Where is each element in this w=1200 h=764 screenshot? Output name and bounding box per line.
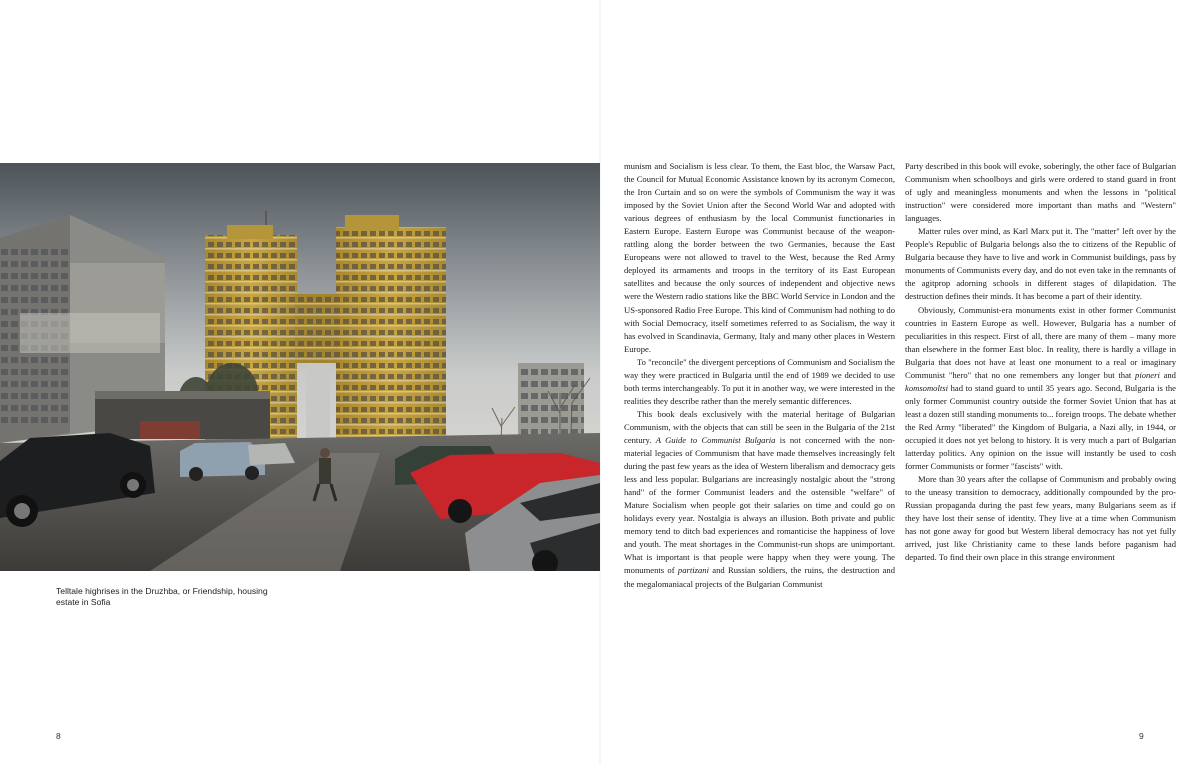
italic-run: A Guide to Communist Bulgaria — [655, 434, 776, 445]
text-column-right — [905, 160, 1176, 700]
text-run: Matter rules over mind, as Karl Marx put it. The "matter" left over by the People's Republic of Bulgaria belongs also the to citizens of the Republic of Bulgaria because they have to live and work in Communist buildings, pass by monuments of Communists every day, and do not even take in the remnants of the agitprop adorning schools in different stages of dilapidation. The destruction defines their minds. It has become a part of their identity. — [905, 226, 1176, 302]
page-number-left: 8 — [56, 731, 61, 741]
paragraph — [905, 225, 1176, 303]
paragraph — [905, 160, 1176, 225]
paragraph — [905, 304, 1176, 474]
paragraph — [624, 408, 895, 591]
paragraph — [624, 160, 895, 356]
photo-illustration — [0, 163, 600, 571]
paragraph — [905, 473, 1176, 564]
text-run: and Russian soldiers, the ruins, the destruction and the megalomaniacal projects of the Bulgarian Communist — [624, 565, 895, 589]
text-run: This book deals exclusively with the material heritage of Bulgarian Communism, with the objects that can still be seen in the Bulgaria of the 21st century. — [624, 408, 895, 445]
photo-caption: Telltale highrises in the Druzhba, or Friendship, housing estate in Sofia — [56, 586, 268, 607]
page-number-right: 9 — [1139, 731, 1144, 741]
text-column-left — [624, 160, 895, 700]
italic-run: pioneri — [1135, 369, 1160, 380]
text-run: Obviously, Communist-era monuments exist in other former Communist countries in Eastern Europe as well. However, Bulgaria has a number of peculiarities in this respect. First of all, there are many of them – many more than elsewhere in the former East bloc. In reality, there is hardly a village in Bulgaria that does not have at least one monument to a real or imaginary Communist "hero" that no one remembers any longer but that — [905, 304, 1176, 380]
text-run: and — [1159, 369, 1176, 380]
text-run: Party described in this book will evoke, soberingly, the other face of Bulgarian Communism when schoolboys and girls were ordered to stand guard in front of ugly and meaningless monuments and when the lessons in "political instruction" were considered more important than maths and "Western" languages. — [905, 161, 1176, 224]
text-run: had to stand guard to until 35 years ago. Second, Bulgaria is the only former Communist country outside the former Soviet Union that has at least a dozen still standing monuments to... foreign troops. The debate whether the Red Army "liberated" the Kingdom of Bulgaria, a Nazi ally, in 1944, or occupied it does not yet belong to history. It is very much a part of Bulgarian latterday politics. Any opinion on the issue will instantly be used to cosh former Communists or former "fascists" with. — [905, 382, 1176, 472]
text-run: To "reconcile" the divergent perceptions of Communism and Socialism the way they were practiced in Bulgaria until the end of 1989 we decided to use both terms interchangeably. To put it in another way, we were interested in the realities they describe rather than the merely semantic differences. — [624, 356, 895, 406]
text-run: is not concerned with the non-material legacies of Communism that have made themselves increasingly felt during the past few years as the idea of Western liberalism and democracy gets less and less popular. Bulgarians are increasingly nostalgic about the "strong hand" of the former Communist leaders and the ostensible "welfare" of Mature Socialism when people got their salaries on time and could go on holidays every year. Nostalgia is always an illusion. Both private and public memory tend to ditch bad experiences and romanticise the happiness of love and youth. The meat shortages in the Communist-run shops are unimportant. What is important is that people were happy when they were young. The monuments of — [624, 434, 895, 576]
text-run: More than 30 years after the collapse of Communism and probably owing to the uneasy transition to democracy, additionally compounded by the pro-Russian propaganda during the past few years, many Bulgarians seem as if they have lost their sense of identity. They live at a time when Communism has not gone away for good but Western liberal democracy has not yet fully arrived, just like Christianity came to these lands before paganism had departed. To find their own place in this strange environment — [905, 474, 1176, 563]
text-run: munism and Socialism is less clear. To them, the East bloc, the Warsaw Pact, the Council for Mutual Economic Assistance known by its acronym Comecon, the Iron Curtain and so on were the symbols of Communism the way it was imposed by the Soviet Union after the Second World War and adopted with various degrees of enthusiasm by the local Communist functionaries in Eastern Europe. Eastern Europe was Communist because of the weapon-rattling along the border between the two Germanies, because the East Europeans were not allowed to travel to the West, because the Red Army deployed its armaments and troops in the territory of its East European satellites and because the only sources of independent and objective news were the Western radio stations like the BBC World Service in London and the US-sponsored Radio Free Europe. This kind of Communism had nothing to do with Social Democracy, itself sometimes referred to as Socialism, the way it has evolved in Scandinavia, Germany, Italy and many other places in Western Europe. — [624, 161, 895, 354]
photo-druzhba-highrises — [0, 163, 600, 571]
italic-run: partizani — [677, 565, 709, 576]
italic-run: komsomoltsi — [905, 382, 948, 393]
paragraph — [624, 356, 895, 408]
